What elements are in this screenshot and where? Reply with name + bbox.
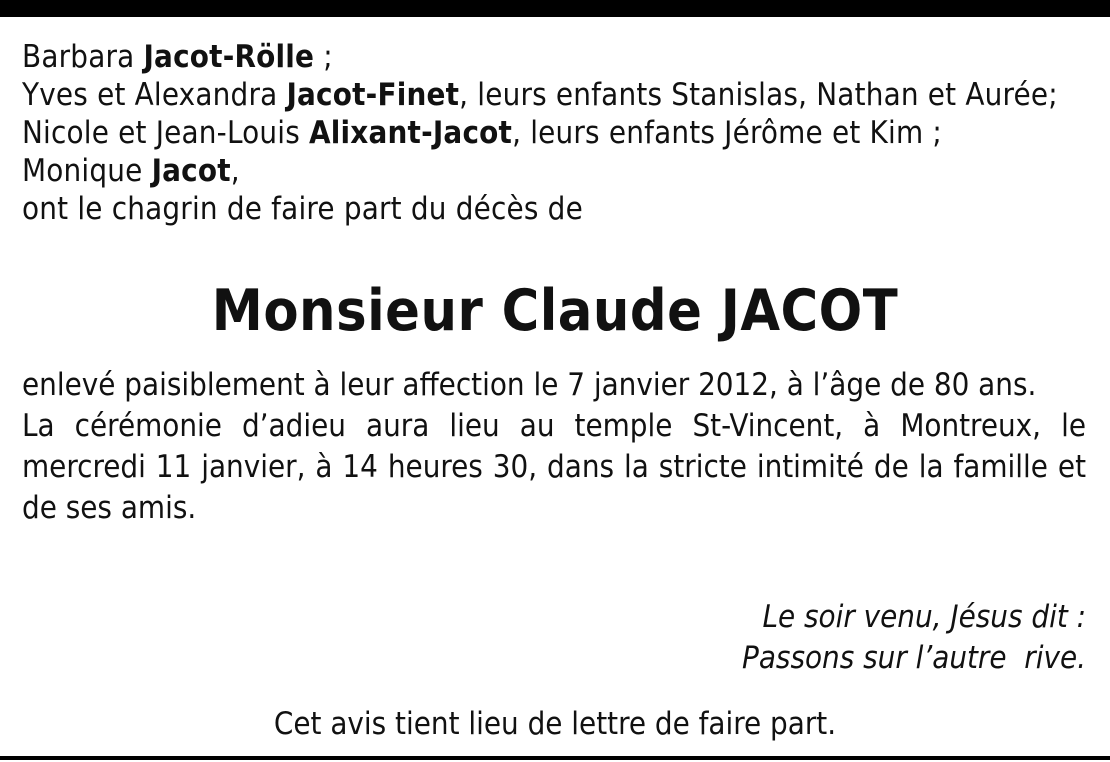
family-line-nicole-jean-louis bbox=[22, 114, 1102, 152]
family-given-names: Nicole et Jean-Louis bbox=[22, 115, 309, 151]
family-details: , bbox=[230, 153, 240, 189]
quote-line-2: Passons sur l’autre rive. bbox=[742, 640, 1086, 676]
family-surname: Jacot-Finet bbox=[286, 77, 460, 113]
bible-quote bbox=[742, 597, 1086, 679]
family-line-barbara bbox=[22, 38, 1102, 76]
family-given-names: Monique bbox=[22, 153, 152, 189]
family-surname: Jacot bbox=[151, 153, 231, 189]
family-surname: Alixant-Jacot bbox=[309, 115, 513, 151]
family-details: , leurs enfants Jérôme et Kim ; bbox=[512, 115, 942, 151]
family-line-yves-alexandra bbox=[22, 76, 1102, 114]
family-given-names: Yves et Alexandra bbox=[22, 77, 287, 113]
passing-paragraph: enlevé paisiblement à leur affection le 7 janvier 2012, à l’âge de 80 ans. bbox=[22, 367, 1037, 403]
family-line-monique bbox=[22, 152, 1102, 190]
family-given-names: Barbara bbox=[22, 39, 144, 75]
notice-text: Cet avis tient lieu de lettre de faire part. bbox=[273, 706, 837, 742]
family-members-list bbox=[22, 38, 1102, 228]
ceremony-paragraph: La cérémonie d’adieu aura lieu au temple St-Vincent, à Montreux, le mercredi 11 janvier, à 14 heures 30, dans la stricte intimité de la famille et de ses amis. bbox=[22, 408, 1086, 526]
quote-line-1: Le soir venu, Jésus dit : bbox=[762, 599, 1086, 635]
obituary-body bbox=[22, 365, 1086, 529]
deceased-name-heading: Monsieur Claude JACOT bbox=[211, 278, 899, 344]
bottom-border-rule bbox=[0, 756, 1110, 760]
family-surname: Jacot-Rölle bbox=[143, 39, 315, 75]
family-details: ; bbox=[314, 39, 333, 75]
top-border-rule bbox=[0, 0, 1110, 17]
family-details: , leurs enfants Stanislas, Nathan et Aurée; bbox=[459, 77, 1058, 113]
announcement-intro: ont le chagrin de faire part du décès de bbox=[22, 191, 583, 227]
